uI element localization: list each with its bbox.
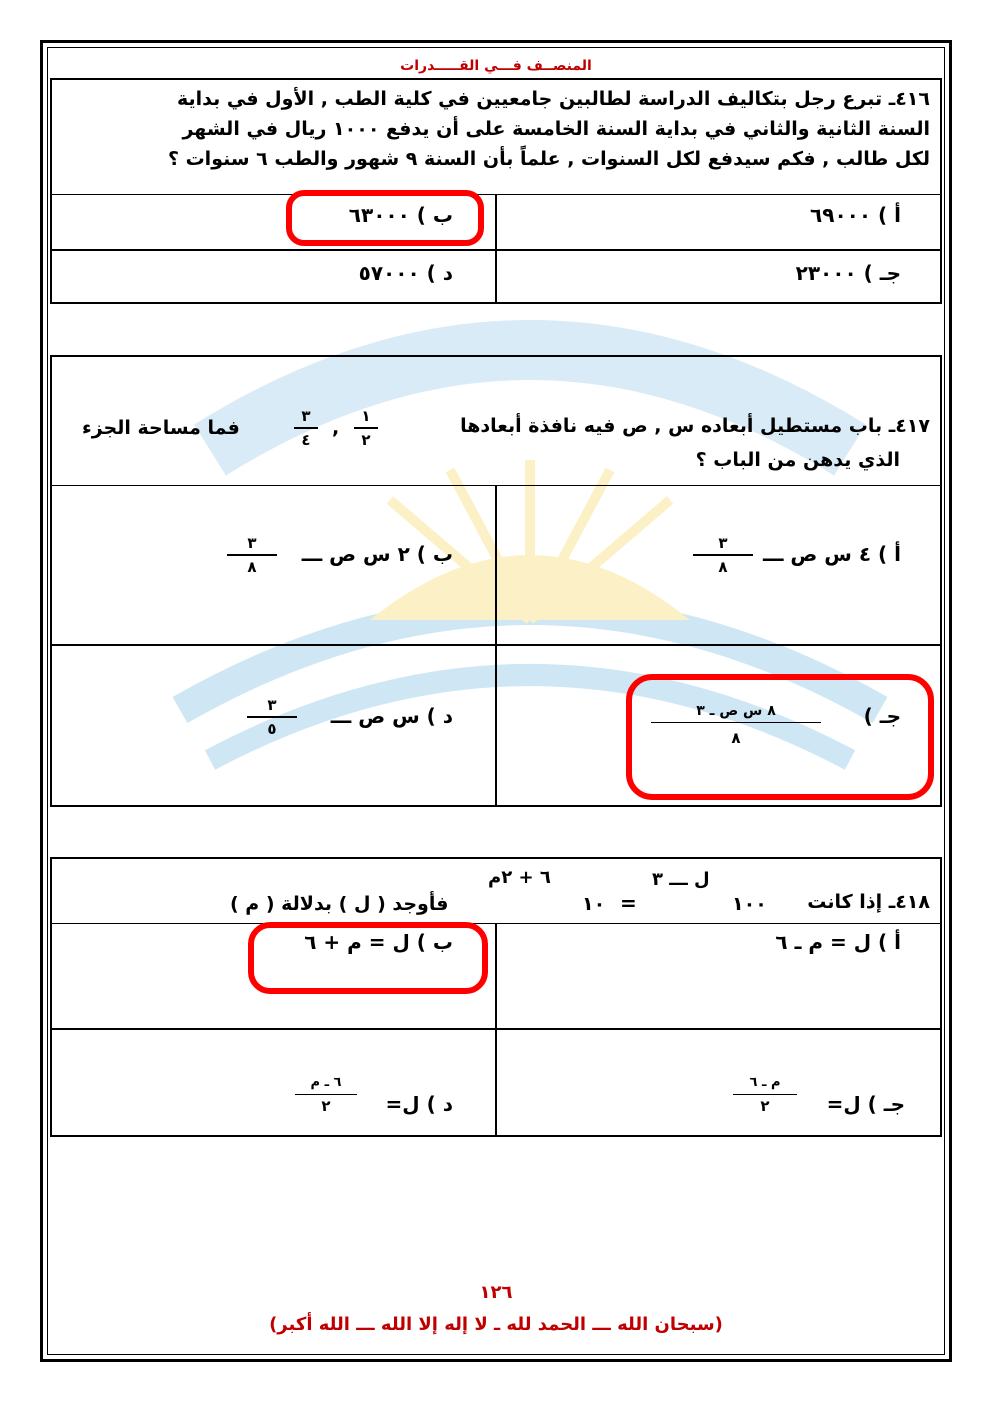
q418-option-a[interactable]: أ ) ل = م ـ ٦ [496, 923, 942, 1029]
q417-option-d[interactable]: د ) س ص ـــ ٣ ٥ [50, 645, 496, 807]
q417-comma: , [332, 417, 340, 439]
q417-option-a[interactable]: أ ) ٤ س ص ـــ ٣ ٨ [496, 485, 942, 645]
q418-suffix: فأوجد ( ل ) بدلالة ( م ) [230, 893, 449, 915]
question-416-line-1: ٤١٦ـ تبرع رجل بتكاليف الدراسة لطالبين جامعيين في كلية الطب , الأول في بداية [176, 88, 930, 110]
q418-equals: = [620, 891, 637, 915]
question-417-line-1: ٤١٧ـ باب مستطيل أبعاده س , ص فيه نافذة أبعادها [460, 415, 930, 437]
header-title: المنصــف فـــي القـــــدرات [400, 58, 592, 74]
q418-selected-highlight [248, 922, 488, 994]
question-418 [50, 857, 942, 1137]
q418-option-d[interactable]: د ) ل= ٦ ـ م ٢ [50, 1029, 496, 1137]
q418-option-c[interactable]: جـ ) ل= م ـ ٦ ٢ [496, 1029, 942, 1137]
q418-option-b[interactable]: ب ) ل = م + ٦ [50, 923, 496, 1029]
q417-option-b[interactable]: ب ) ٢ س ص ـــ ٣ ٨ [50, 485, 496, 645]
footer-dua: (سبحان الله ـــ الحمد لله ـ لا إله إلا الله ـــ الله أكبر) [269, 1314, 723, 1335]
q418-rhs-base: ١٠ [582, 893, 606, 915]
q416-option-a[interactable]: أ ) ٦٩٠٠٠ [496, 194, 942, 250]
q416-option-d[interactable]: د ) ٥٧٠٠٠ [50, 250, 496, 304]
question-417-line-1-end: فما مساحة الجزء [82, 417, 240, 439]
question-416-line-2: السنة الثانية والثاني في بداية السنة الخامسة على أن يدفع ١٠٠٠ ريال في الشهر [182, 118, 930, 140]
q418-exponent-1: ل ـــ ٣ [652, 869, 710, 890]
q418-exponent-2: ٦ + ٢م [488, 867, 551, 888]
question-416-line-3: لكل طالب , فكم سيدفع لكل السنوات , علماً بأن السنة ٩ شهور والطب ٦ سنوات ؟ [167, 148, 930, 170]
q418-base: ١٠٠ [732, 893, 767, 915]
q416-selected-highlight [286, 190, 484, 246]
page-number: ١٢٦ [479, 1282, 513, 1303]
q417-selected-highlight [626, 674, 934, 800]
question-416 [50, 78, 942, 304]
q417-frac-half: ١ ٢ [354, 407, 378, 449]
question-416-text [52, 80, 940, 174]
q418-prefix: ٤١٨ـ إذا كانت [807, 891, 930, 913]
q416-option-c[interactable]: جـ ) ٢٣٠٠٠ [496, 250, 942, 304]
q417-frac-three-quarters: ٣ ٤ [294, 407, 318, 449]
question-417-line-2: الذي يدهن من الباب ؟ [695, 449, 900, 471]
q417-option-c[interactable]: جـ ) ٨ س ص ـ ٣ ٨ [496, 645, 942, 807]
q416-option-b[interactable]: ب ) ٦٣٠٠٠ [50, 194, 496, 250]
